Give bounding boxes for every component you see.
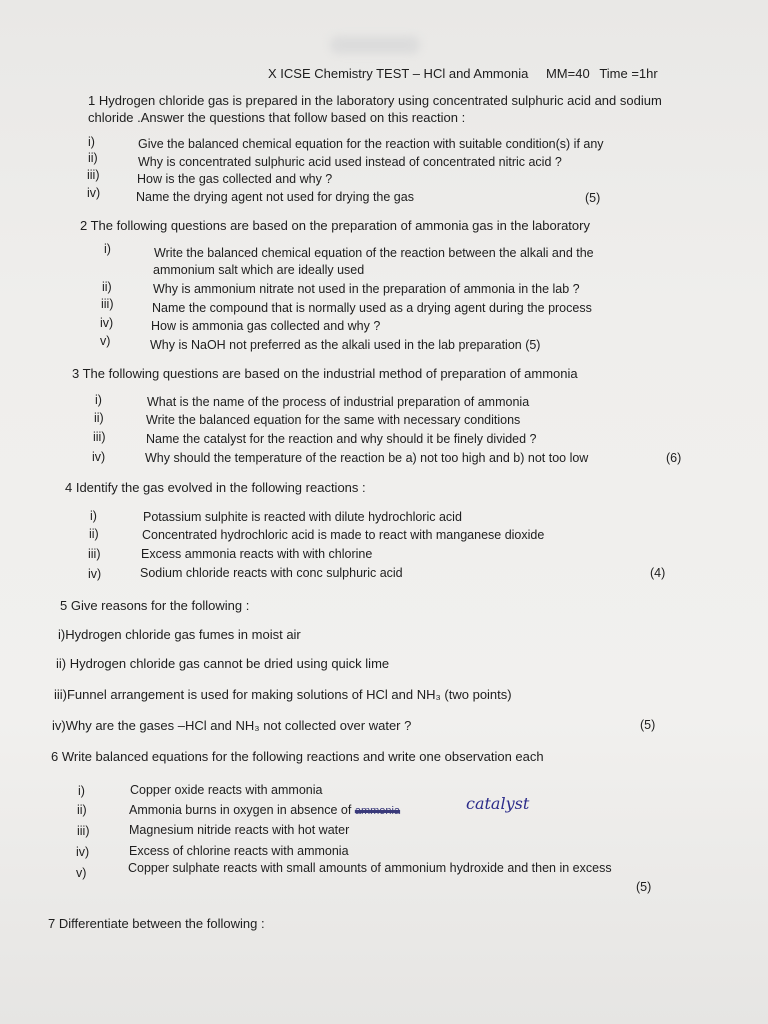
q4-item-text: Potassium sulphite is reacted with dilute hydrochloric acid — [143, 510, 462, 524]
q6-item-num: iv) — [76, 845, 90, 859]
q2-item-num: v) — [100, 334, 111, 348]
q4-marks: (4) — [650, 566, 666, 580]
q2-item-num: ii) — [102, 280, 112, 294]
redacted-name — [330, 36, 420, 54]
q3-item-text: Write the balanced equation for the same with necessary conditions — [146, 413, 521, 427]
title-text: X ICSE Chemistry TEST – HCl and Ammonia — [268, 66, 529, 81]
q1-item-text: Give the balanced chemical equation for the reaction with suitable condition(s) if any — [138, 137, 604, 151]
q1-item-text: How is the gas collected and why ? — [137, 172, 333, 186]
q6-item-num: ii) — [77, 803, 87, 817]
q3-item-num: iii) — [93, 430, 106, 444]
q6-item-text — [129, 803, 400, 817]
q2-intro: 2 The following questions are based on the preparation of ammonia gas in the laboratory — [80, 218, 590, 233]
q5-reason: iv)Why are the gases –HCl and NH₃ not collected over water ? — [52, 718, 412, 733]
q6-item-text-main: Ammonia burns in oxygen in absence of — [129, 803, 352, 817]
q2-item-num: i) — [104, 242, 111, 256]
struck-out-word: ammonia — [354, 805, 401, 817]
q1-item-num: i) — [88, 135, 95, 149]
q4-item-num: iii) — [88, 547, 101, 561]
q1-marks: (5) — [585, 191, 601, 205]
q3-item-text: Why should the temperature of the reaction be a) not too high and b) not too low — [145, 451, 589, 465]
q6-item-num: v) — [76, 866, 87, 880]
q2-item-text: Write the balanced chemical equation of the reaction between the alkali and the — [154, 246, 594, 260]
q2-item-text: Name the compound that is normally used as a drying agent during the process — [152, 301, 592, 315]
max-marks: MM=40 — [545, 66, 590, 81]
q6-item-text: Excess of chlorine reacts with ammonia — [129, 844, 349, 858]
q3-marks: (6) — [666, 451, 682, 465]
q4-item-text: Sodium chloride reacts with conc sulphuric acid — [140, 566, 403, 580]
q5-reason: iii)Funnel arrangement is used for making solutions of HCl and NH₃ (two points) — [54, 687, 512, 702]
q3-intro: 3 The following questions are based on the industrial method of preparation of ammonia — [72, 366, 578, 381]
q6-item-text: Magnesium nitride reacts with hot water — [129, 823, 350, 837]
q4-item-num: i) — [90, 509, 97, 523]
q4-item-num: ii) — [89, 527, 99, 541]
q3-item-text: What is the name of the process of industrial preparation of ammonia — [147, 395, 530, 409]
q4-item-text: Concentrated hydrochloric acid is made to react with manganese dioxide — [142, 528, 545, 542]
q1-item-text: Why is concentrated sulphuric acid used instead of concentrated nitric acid ? — [138, 155, 562, 169]
q4-intro: 4 Identify the gas evolved in the following reactions : — [65, 480, 366, 495]
q2-item-text: Why is ammonium nitrate not used in the preparation of ammonia in the lab ? — [153, 282, 580, 296]
q6-item-num: i) — [78, 784, 85, 798]
q1-item-text: Name the drying agent not used for drying the gas — [136, 190, 414, 204]
q2-item-text: Why is NaOH not preferred as the alkali used in the lab preparation (5) — [150, 338, 541, 352]
q1-item-num: iii) — [87, 168, 100, 182]
q6-item-text: Copper oxide reacts with ammonia — [130, 783, 323, 797]
q6-item-num: iii) — [77, 824, 90, 838]
q7-intro: 7 Differentiate between the following : — [48, 916, 265, 931]
q3-item-num: i) — [95, 393, 102, 407]
q2-item-text: How is ammonia gas collected and why ? — [151, 319, 381, 333]
q1-intro-line2: chloride .Answer the questions that follow based on this reaction : — [88, 110, 466, 125]
q6-item-text: Copper sulphate reacts with small amounts of ammonium hydroxide and then in excess — [128, 861, 612, 875]
q1-item-num: iv) — [87, 186, 101, 200]
q1-intro-line1: 1 Hydrogen chloride gas is prepared in the laboratory using concentrated sulphuric acid and sodium — [88, 93, 662, 108]
q6-marks: (5) — [636, 880, 652, 894]
q2-item-num: iv) — [100, 316, 114, 330]
q1-item-num: ii) — [88, 151, 98, 165]
q3-item-num: ii) — [94, 411, 104, 425]
q2-item-text: ammonium salt which are ideally used — [153, 263, 365, 277]
time-limit: Time =1hr — [599, 66, 658, 81]
q5-reason: i)Hydrogen chloride gas fumes in moist air — [58, 627, 301, 642]
q5-marks: (5) — [640, 718, 656, 732]
q6-intro: 6 Write balanced equations for the following reactions and write one observation each — [51, 749, 544, 764]
test-title — [268, 66, 658, 82]
q3-item-text: Name the catalyst for the reaction and why should it be finely divided ? — [146, 432, 537, 446]
q5-reason: ii) Hydrogen chloride gas cannot be dried using quick lime — [56, 656, 390, 671]
q2-item-num: iii) — [101, 297, 114, 311]
q4-item-num: iv) — [88, 567, 102, 581]
q3-item-num: iv) — [92, 450, 106, 464]
q5-intro: 5 Give reasons for the following : — [60, 598, 250, 613]
handwritten-correction: catalyst — [466, 794, 530, 813]
q4-item-text: Excess ammonia reacts with with chlorine — [141, 547, 373, 561]
